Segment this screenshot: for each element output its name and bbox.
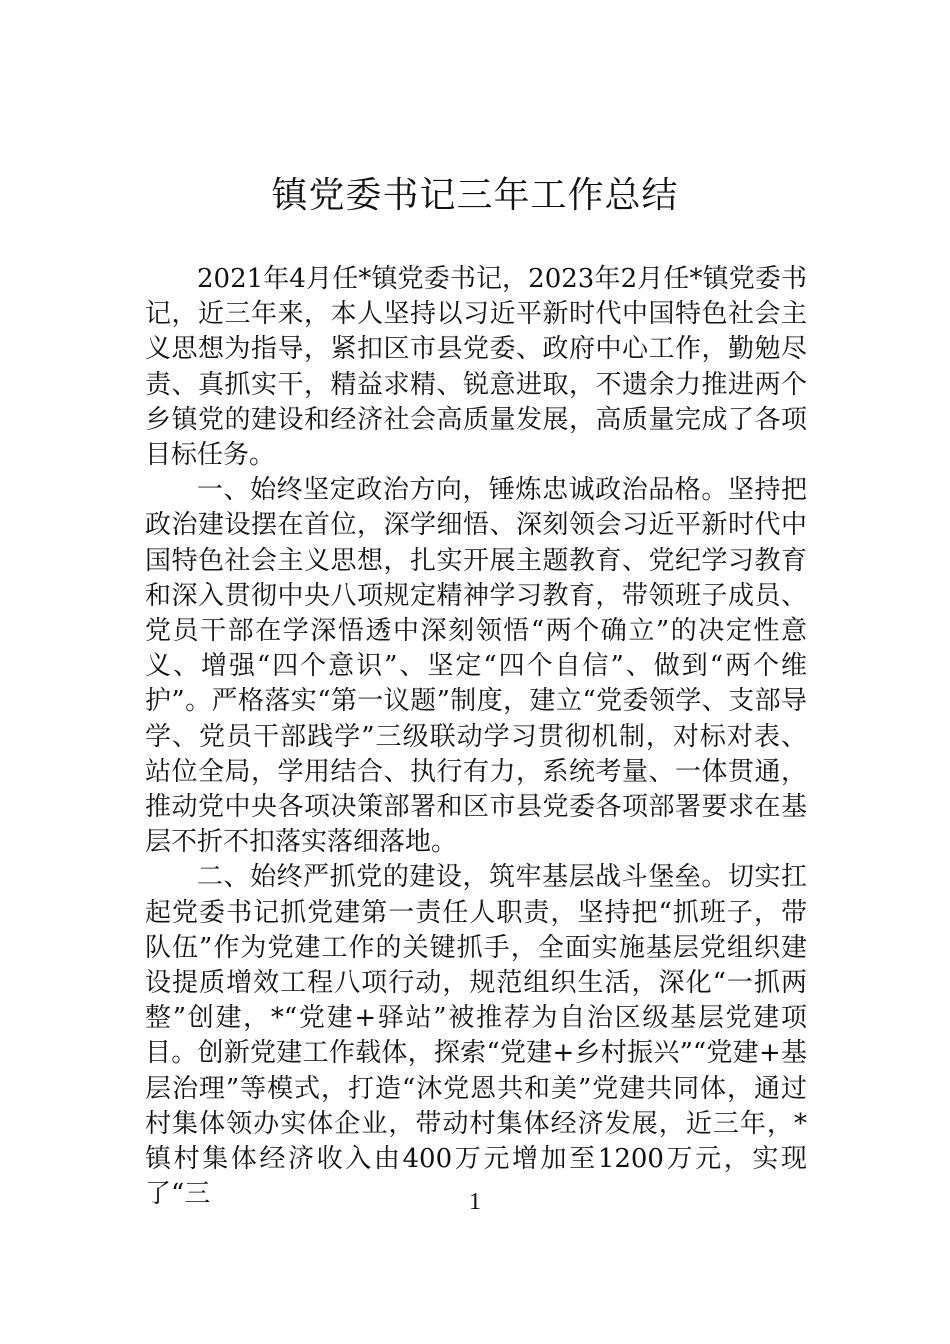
- paragraph-section-two: 二、始终严抓党的建设，筑牢基层战斗堡垒。切实扛起党委书记抓党建第一责任人职责，坚持把“抓班子，带队伍”作为党建工作的关键抓手，全面实施基层党组织建设提质增效工程八项行动，规范组织生活，深化“一抓两整”创建，*“党建+驿站”被推荐为自治区级基层党建项目。创新党建工作载体，探索“党建+乡村振兴”“党建+基层治理”等模式，打造“沐党恩共和美”党建共同体，通过村集体领办实体企业，带动村集体经济发展，近三年，*镇村集体经济收入由400万元增加至1200万元，实现了“三: [145, 862, 807, 1210]
- page-number: 1: [469, 1189, 481, 1215]
- document-title: 镇党委书记三年工作总结: [271, 175, 679, 216]
- paragraph-section-one: 一、始终坚定政治方向，锤炼忠诚政治品格。坚持把政治建设摆在首位，深学细悟、深刻领会习近平新时代中国特色社会主义思想，扎实开展主题教育、党纪学习教育和深入贯彻中央八项规定精神学习教育，带领班子成员、党员干部在学深悟透中深刻领悟“两个确立”的决定性意义、增强“四个意识”、坚定“四个自信”、做到“两个维护”。严格落实“第一议题”制度，建立“党委领学、支部导学、党员干部践学”三级联动学习贯彻机制，对标对表、站位全局，学用结合、执行有力，系统考量、一体贯通，推动党中央各项决策部署和区市县党委各项部署要求在基层不折不扣落实落细落地。: [145, 475, 807, 858]
- document-body: [145, 262, 807, 1212]
- paragraph-intro: 2021年4月任*镇党委书记，2023年2月任*镇党委书记，近三年来，本人坚持以习近平新时代中国特色社会主义思想为指导，紧扣区市县党委、政府中心工作，勤勉尽责、真抓实干，精益求精、锐意进取，不遗余力推进两个乡镇党的建设和经济社会高质量发展，高质量完成了各项目标任务。: [145, 264, 807, 471]
